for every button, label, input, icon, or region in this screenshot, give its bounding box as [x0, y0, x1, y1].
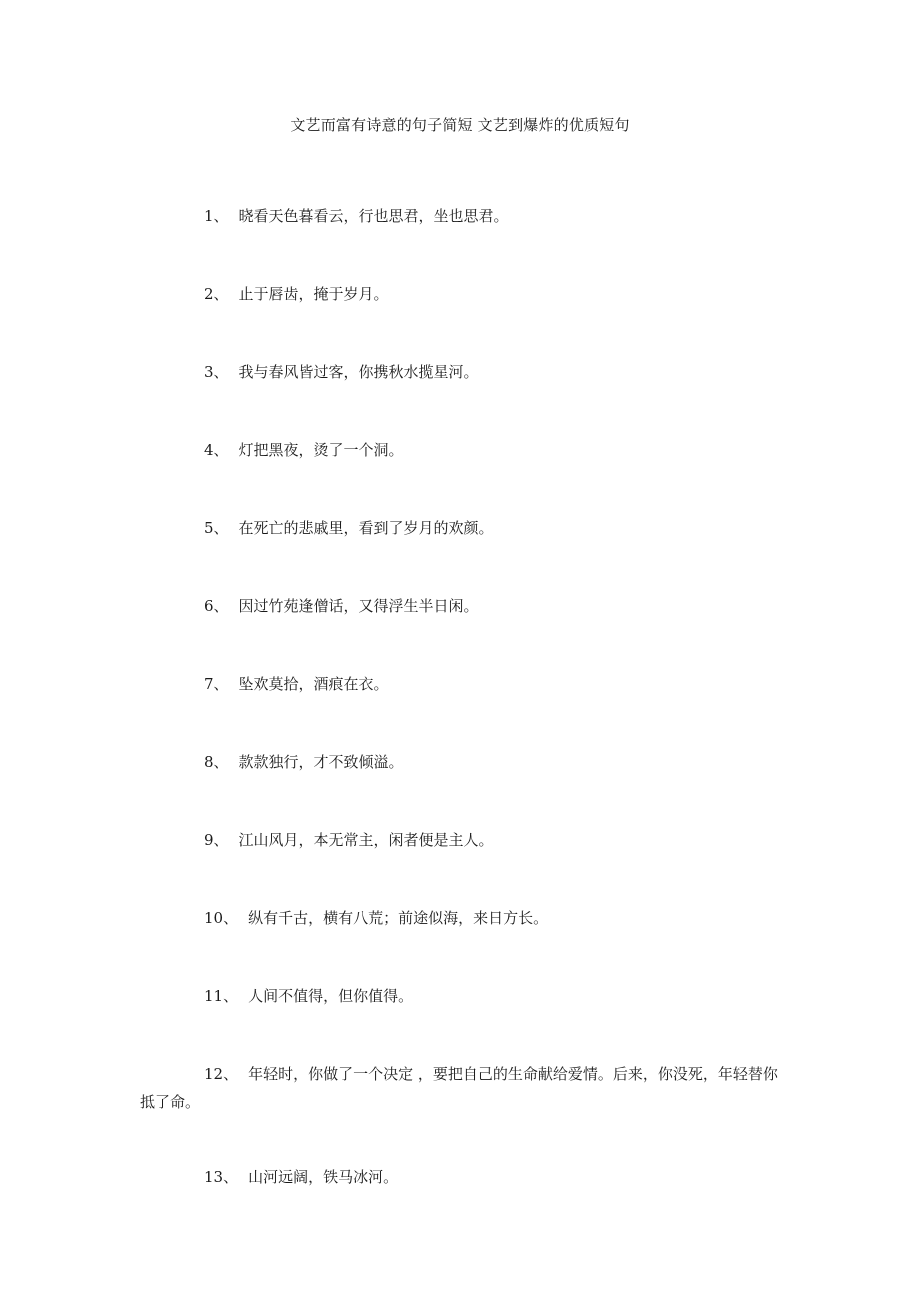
item-text: 我与春风皆过客，你携秋水揽星河。	[238, 363, 479, 381]
item-number: 13、	[204, 1168, 239, 1186]
list-item	[140, 202, 785, 230]
list-item	[140, 358, 785, 386]
item-number: 2、	[204, 285, 229, 303]
item-number: 12、	[204, 1065, 239, 1083]
document-title: 文艺而富有诗意的句子简短 文艺到爆炸的优质短句	[290, 116, 630, 134]
item-text: 因过竹苑逢僧话，又得浮生半日闲。	[238, 597, 479, 615]
item-number: 4、	[204, 441, 229, 459]
list-item	[140, 748, 785, 776]
list-item	[140, 904, 785, 932]
item-number: 8、	[204, 753, 229, 771]
list-item	[140, 280, 785, 308]
item-number: 9、	[204, 831, 229, 849]
item-number: 6、	[204, 597, 229, 615]
list-item	[140, 670, 785, 698]
list-item	[140, 826, 785, 854]
list-item	[140, 592, 785, 620]
item-number: 10、	[204, 909, 239, 927]
item-text: 坠欢莫拾，酒痕在衣。	[238, 675, 389, 693]
item-text: 纵有千古，横有八荒；前途似海，来日方长。	[248, 909, 549, 927]
item-text: 年轻时，你做了一个决定 ，要把自己的生命献给爱情。后来，你没死，年轻替你抵了命。	[140, 1065, 778, 1111]
item-number: 1、	[204, 207, 229, 225]
item-number: 3、	[204, 363, 229, 381]
list-item	[140, 982, 785, 1010]
item-text: 灯把黑夜，烫了一个洞。	[238, 441, 404, 459]
item-text: 在死亡的悲戚里，看到了岁月的欢颜。	[238, 519, 494, 537]
item-text: 晓看天色暮看云，行也思君，坐也思君。	[238, 207, 509, 225]
item-text: 款款独行，才不致倾溢。	[238, 753, 404, 771]
item-number: 11、	[204, 987, 239, 1005]
list-item	[140, 514, 785, 542]
item-text: 止于唇齿，掩于岁月。	[238, 285, 389, 303]
item-number: 7、	[204, 675, 229, 693]
list-item	[140, 1163, 785, 1191]
list-item	[140, 436, 785, 464]
item-text: 山河远阔，铁马冰河。	[248, 1168, 399, 1186]
item-number: 5、	[204, 519, 229, 537]
item-text: 人间不值得，但你值得。	[248, 987, 414, 1005]
item-text: 江山风月，本无常主，闲者便是主人。	[238, 831, 494, 849]
list-item	[140, 1060, 785, 1116]
